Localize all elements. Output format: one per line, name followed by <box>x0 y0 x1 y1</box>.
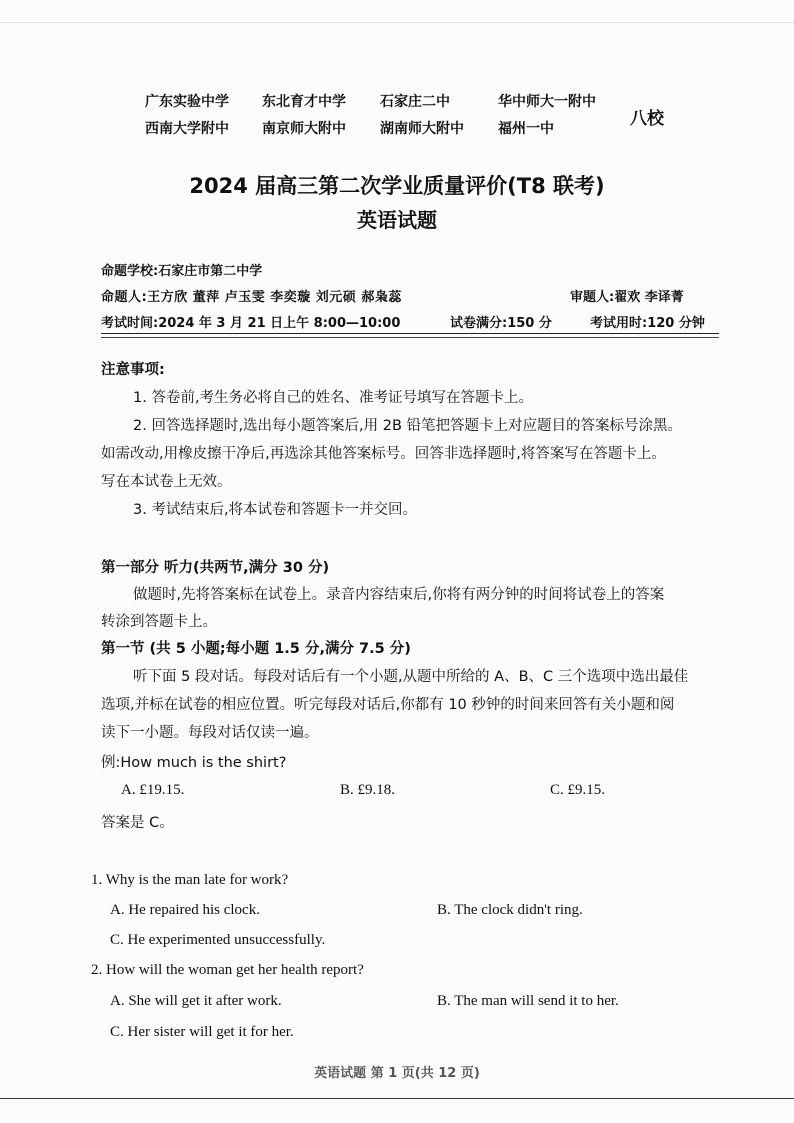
notice-item: 2. 回答选择题时,选出每小题答案后,用 2B 铅笔把答题卡上对应题目的答案标号涂黑。 <box>133 418 683 434</box>
school-name: 石家庄二中 <box>380 94 450 110</box>
school-group-label: 八校 <box>630 109 664 129</box>
school-name: 南京师大附中 <box>262 121 346 137</box>
setter-school: 命题学校:石家庄市第二中学 <box>101 264 263 279</box>
school-name: 东北育才中学 <box>262 94 346 110</box>
school-name: 西南大学附中 <box>145 121 229 137</box>
header-rule-thin <box>101 337 719 338</box>
reviewers: 审题人:翟欢 李译菁 <box>570 290 684 305</box>
part-intro: 做题时,先将答案标在试卷上。录音内容结束后,你将有两分钟的时间将试卷上的答案 <box>133 587 665 603</box>
question-option: B. The man will send it to her. <box>437 993 619 1009</box>
section-heading: 第一节 (共 5 小题;每小题 1.5 分,满分 7.5 分) <box>101 641 411 657</box>
notice-item-continued: 如需改动,用橡皮擦干净后,再选涂其他答案标号。回答非选择题时,将答案写在答题卡上。 <box>101 446 666 462</box>
question-option: A. He repaired his clock. <box>110 902 260 918</box>
section-instructions: 读下一小题。每段对话仅读一遍。 <box>101 725 319 741</box>
part-intro: 转涂到答题卡上。 <box>101 614 217 630</box>
notice-item-continued: 写在本试卷上无效。 <box>101 474 232 490</box>
footer-rule <box>0 1098 794 1099</box>
section-instructions: 选项,并标在试卷的相应位置。听完每段对话后,你都有 10 秒钟的时间来回答有关小题和阅 <box>101 697 675 713</box>
example-answer: 答案是 C。 <box>101 815 174 831</box>
page-top-edge <box>0 22 794 23</box>
exam-title: 2024 届高三第二次学业质量评价(T8 联考) <box>189 174 605 198</box>
example-option-b: B. £9.18. <box>340 782 396 798</box>
notice-item: 3. 考试结束后,将本试卷和答题卡一并交回。 <box>133 502 418 518</box>
question-option: A. She will get it after work. <box>110 993 282 1009</box>
question-option: C. Her sister will get it for her. <box>110 1024 294 1040</box>
example-option-c: C. £9.15. <box>550 782 606 798</box>
example-question: 例:How much is the shirt? <box>101 755 287 771</box>
subject-title: 英语试题 <box>357 208 437 232</box>
example-option-a: A. £19.15. <box>121 782 185 798</box>
page-footer: 英语试题 第 1 页(共 12 页) <box>314 1066 480 1081</box>
question-stem: 1. Why is the man late for work? <box>91 872 289 888</box>
exam-duration: 考试用时:120 分钟 <box>590 316 705 331</box>
question-option: B. The clock didn't ring. <box>437 902 583 918</box>
header-rule <box>101 333 719 334</box>
full-score: 试卷满分:150 分 <box>450 316 552 331</box>
school-name: 福州一中 <box>498 121 554 137</box>
part-heading: 第一部分 听力(共两节,满分 30 分) <box>101 560 330 576</box>
school-name: 湖南师大附中 <box>380 121 464 137</box>
exam-time: 考试时间:2024 年 3 月 21 日上午 8:00—10:00 <box>101 316 401 331</box>
section-instructions: 听下面 5 段对话。每段对话后有一个小题,从题中所给的 A、B、C 三个选项中选出最佳 <box>133 669 689 685</box>
notice-heading: 注意事项: <box>101 362 165 378</box>
school-name: 华中师大一附中 <box>498 94 596 110</box>
school-name: 广东实验中学 <box>145 94 229 110</box>
question-stem: 2. How will the woman get her health report? <box>91 962 364 978</box>
question-option: C. He experimented unsuccessfully. <box>110 932 326 948</box>
question-setters: 命题人:王方欣 董萍 卢玉雯 李奕璇 刘元硕 郝枭蕊 <box>101 290 402 305</box>
notice-item: 1. 答卷前,考生务必将自己的姓名、准考证号填写在答题卡上。 <box>133 390 534 406</box>
